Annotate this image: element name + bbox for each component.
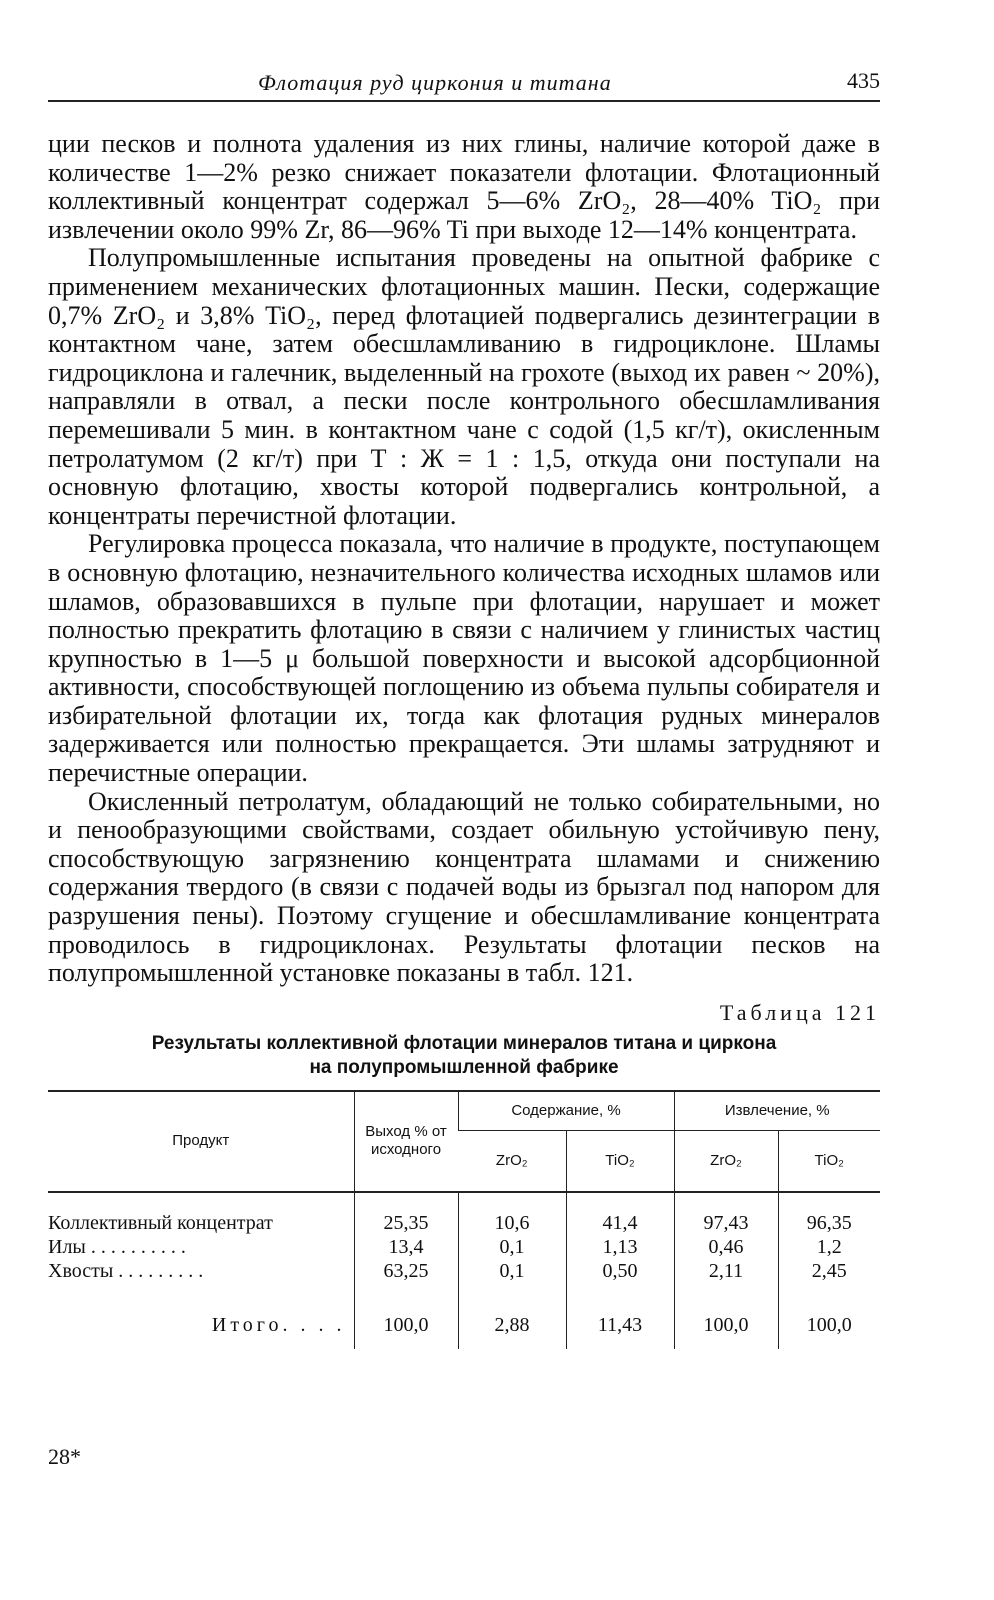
table-caption [48, 1032, 880, 1080]
cell-zro2-recovery: 100,0 [674, 1283, 778, 1349]
table-row-total [48, 1283, 880, 1349]
running-header [48, 60, 880, 102]
header-content-zro2: ZrO₂ [458, 1130, 566, 1192]
cell-tio2-recovery: 1,2 [778, 1235, 880, 1259]
cell-zro2-recovery: 0,46 [674, 1235, 778, 1259]
header-recovery: Извлечение, % [674, 1091, 880, 1131]
results-table [48, 1090, 880, 1349]
table-caption-line: Результаты коллективной флотации минералов титана и циркона [151, 1032, 777, 1054]
table-row [48, 1192, 880, 1235]
cell-tio2-content: 11,43 [566, 1283, 674, 1349]
header-content-tio2: TiO₂ [566, 1130, 674, 1192]
header-product: Продукт [48, 1091, 354, 1192]
paragraph: Окисленный петролатум, обладающий не только собирательными, но и пенообразующими свойствами, создает обильную устойчивую пену, способствующую загрязнению концентрата шламами и снижению содержания твердого (в связи с подачей воды из брызгал под напором для разрушения пены). Поэтому сгущение и обесшламливание концентрата проводилось в гидроциклонах. Результаты флотации песков на полупромышленной установке показаны в табл. 121. [48, 786, 880, 988]
table-label: Таблица 121 [719, 999, 880, 1025]
cell-zro2-recovery: 2,11 [674, 1259, 778, 1283]
cell-tio2-recovery: 2,45 [778, 1259, 880, 1283]
cell-yield: 13,4 [354, 1235, 458, 1259]
cell-zro2-content: 0,1 [458, 1259, 566, 1283]
cell-product: Коллективный концентрат [48, 1211, 273, 1234]
cell-tio2-content: 1,13 [566, 1235, 674, 1259]
cell-zro2-recovery: 97,43 [674, 1192, 778, 1235]
table-row [48, 1259, 880, 1283]
cell-tio2-content: 41,4 [566, 1192, 674, 1235]
paragraph: Полупромышленные испытания проведены на опытной фабрике с применением механических флотационных машин. Пески, содержащие 0,7% ZrO₂ и 3,8% TiO₂, перед флотацией подвергались дезинтеграции в контактном чане, затем обесшламливанию в гидроциклоне. Шламы гидроциклона и галечник, выделенный на грохоте (выход их равен ~ 20%), направляли в отвал, а пески после контрольного обесшламливания перемешивали 5 мин. в контактном чане с содой (1,5 кг/т), окисленным петролатумом (2 кг/т) при Т : Ж = 1 : 1,5, откуда они поступали на основную флотацию, хвосты которой подвергались контрольной, а концентраты перечистной флотации. [48, 243, 880, 530]
header-recovery-tio2: TiO₂ [778, 1130, 880, 1192]
body-text [48, 130, 880, 988]
cell-product: Итого. . . . [211, 1313, 346, 1336]
cell-tio2-recovery: 100,0 [778, 1283, 880, 1349]
cell-zro2-content: 10,6 [458, 1192, 566, 1235]
cell-product: Хвосты . . . . . . . . . [48, 1259, 204, 1282]
cell-zro2-content: 2,88 [458, 1283, 566, 1349]
header-yield: Выход % от исходного [354, 1091, 458, 1192]
paragraph: ции песков и полнота удаления из них глины, наличие которой даже в количестве 1—2% резко снижает показатели флотации. Флотационный коллективный концентрат содержал 5—6% ZrO₂, 28—40% TiO₂ при извлечении около 99% Zr, 86—96% Ti при выходе 12—14% концентрата. [48, 129, 880, 244]
header-recovery-zro2: ZrO₂ [674, 1130, 778, 1192]
cell-tio2-content: 0,50 [566, 1259, 674, 1283]
table-caption-line: на полупромышленной фабрике [309, 1056, 619, 1078]
cell-zro2-content: 0,1 [458, 1235, 566, 1259]
paragraph: Регулировка процесса показала, что наличие в продукте, поступающем в основную флотацию, незначительного количества исходных шламов или шламов, образовавшихся в пульпе при флотации, нарушает и может полностью прекратить флотацию в связи с наличием у глинистых частиц крупностью в 1—5 μ большой поверхности и высокой адсорбционной активности, способствующей поглощению из объема пульпы собирателя и избирательной флотации их, тогда как флотация рудных минералов задерживается или полностью прекращается. Эти шламы затрудняют и перечистные операции. [48, 529, 880, 788]
page-number: 435 [847, 68, 880, 93]
cell-product: Илы . . . . . . . . . . [48, 1235, 186, 1258]
signature-mark: 28* [48, 1444, 81, 1469]
table-row [48, 1235, 880, 1259]
header-content: Содержание, % [458, 1091, 674, 1131]
cell-tio2-recovery: 96,35 [778, 1192, 880, 1235]
cell-yield: 100,0 [354, 1283, 458, 1349]
cell-yield: 25,35 [354, 1192, 458, 1235]
cell-yield: 63,25 [354, 1259, 458, 1283]
book-page [48, 60, 880, 1349]
running-title: Флотация руд циркония и титана [258, 70, 612, 95]
